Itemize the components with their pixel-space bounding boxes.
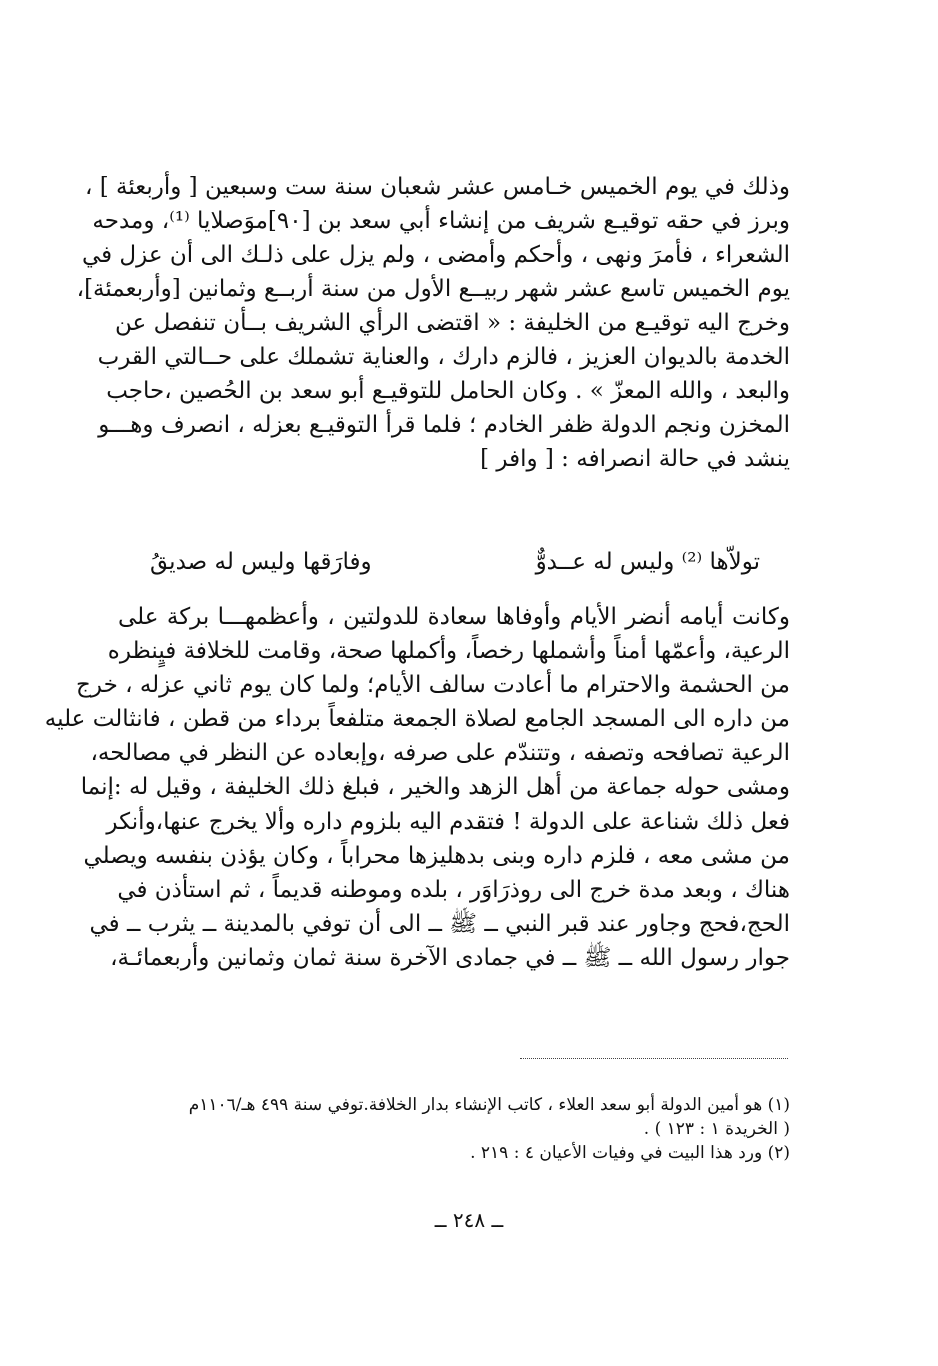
footnote-separator [520,1058,788,1059]
footnotes [118,1093,790,1165]
page-number: ــ ٢٤٨ ــ [434,1208,504,1232]
text-line: وخرج اليه توقيـع من الخليفة : « اقتضى الرأي الشريف بــأن تنفصل عن [115,310,790,336]
text-line: الحج،فحج وجاور عند قبر النبي ــ ﷺ ــ الى أن توفي بالمدينة ــ يثرب ــ في [89,910,790,937]
text-line: فعل ذلك شناعة على الدولة ! فتقدم اليه بلزوم داره وألا يخرج عنها،وأنكر [106,808,790,835]
text-line: يوم الخميس تاسع عشر شهر ربيــع الأول من سنة أربــع وثمانين [وأربعمئة]، [76,276,790,302]
main-paragraph-2 [44,600,790,975]
text-line: الشعراء ، فأمرَ ونهى ، وأحكم وأمضى ، ولم يزل على ذلـك الى أن عزل في [81,242,790,268]
text-line: وذلك في يوم الخميس خـامس عشر شعبان سنة ست وسبعين [ وأربعئة ] ، [84,174,790,200]
text-line: الرعية، وأعمّها أمناً وأشملها رخصاً، وأكملها صحة، وقامت للخلافة فيٍنظره [107,638,790,665]
main-paragraph-1 [76,170,790,476]
text-line: ومشى حوله جماعة من أهل الزهد والخير ، فبلغ ذلك الخليفة ، وقيل له :إنما [80,774,790,801]
text-line: جوار رسول الله ــ ﷺ ــ في جمادى الآخرة سنة ثمان وثمانين وأربعمائـة، [110,944,790,971]
text-line: الرعية تصافحه وتصفه ، وتتندّم على صرفه ،وإبعاده عن النظر في مصالحه، [90,740,790,767]
text-line: المخزن ونجم الدولة ظفر الخادم ؛ فلما قرأ التوقيـع بعزله ، انصرف وهـــو [98,412,790,438]
footnote-1: (١) هو أمين الدولة أبو سعد العلاء ، كاتب الإنشاء بدار الخلافة.توفي سنة ٤٩٩ هـ/١١٠٦م [188,1095,790,1115]
text-line: وبرز في حقه توقيـع شريف من إنشاء أبي سعد بن [٩٠]موَصلايا ⁽¹⁾، ومدحه [92,208,790,234]
poetry-verse [150,542,760,582]
text-line: من الحشمة والاحترام ما أعادت سالف الأيام؛ ولما كان يوم ثاني عزله ، خرج [76,672,790,699]
text-line: ينشد في حالة انصرافه : [ وافر ] [480,446,790,472]
text-line: وكانت أيامه أنضر الأيام وأوفاها سعادة للدولتين ، وأعظمهـــا بركة على [118,604,790,630]
footnote-1-continued: ( الخريدة ١ : ١٢٣ ) . [643,1119,790,1139]
verse-first-hemistich: تولاّها ⁽²⁾ وليس له عــدوٌّ [535,549,760,575]
footnote-2: (٢) ورد هذا البيت في وفيات الأعيان ٤ : ٢١٩ . [470,1143,790,1163]
text-line: من مشى معه ، فلزم داره وبنى بدهليزها محراباً ، وكان يؤذن بنفسه ويصلي [83,842,790,869]
text-line: الخدمة بالديوان العزيز ، فالزم دارك ، والعناية تشملك على حــالتي القرب [97,344,790,370]
verse-second-hemistich: وفارَقها وليس له صديقُ [150,549,372,575]
text-line: من داره الى المسجد الجامع لصلاة الجمعة متلفعاً برداء من قطن ، فانثالت عليه [44,706,790,733]
text-line: والبعد ، والله المعزّ » . وكان الحامل للتوقيـع أبو سعد بن الحُصين ،حاجب [106,378,790,404]
text-line: هناك ، وبعد مدة خرج الى روذرَاوَر ، بلده وموطنه قديماً ، ثم استأذن في [117,876,790,903]
